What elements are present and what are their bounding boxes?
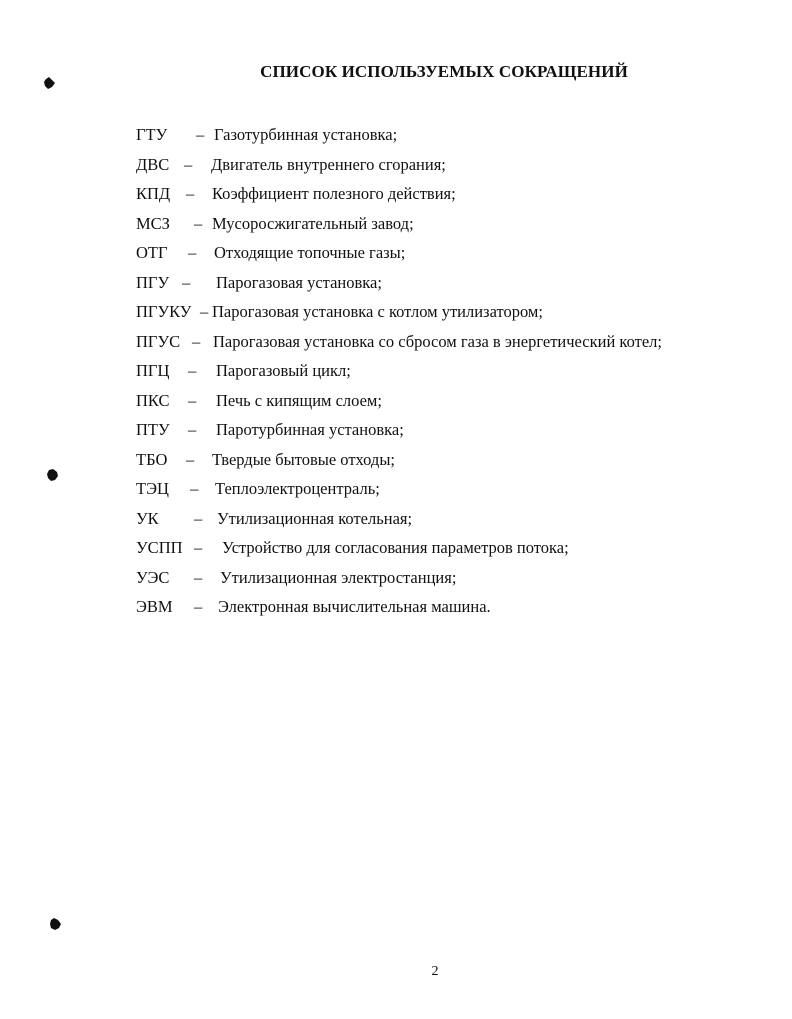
page-number: 2 (431, 964, 439, 979)
abbreviation-term: ДВС (136, 154, 170, 174)
abbreviation-dash: – (184, 154, 193, 174)
list-item (136, 120, 756, 150)
abbreviation-term: УСПП (136, 538, 183, 557)
abbreviation-definition: Парогазовая установка со сбросом газа в энергетический котел; (213, 331, 662, 351)
list-item (136, 209, 756, 239)
abbreviation-dash: – (194, 508, 203, 528)
abbreviation-definition: Двигатель внутреннего сгорания; (211, 154, 446, 174)
list-item (136, 356, 756, 386)
abbreviation-definition: Паротурбинная установка; (216, 420, 404, 439)
abbreviation-definition: Коэффициент полезного действия; (212, 184, 456, 203)
abbreviation-term: ПТУ (136, 420, 170, 439)
abbreviation-definition: Твердые бытовые отходы; (212, 449, 395, 469)
list-item (136, 445, 756, 475)
abbreviation-definition: Электронная вычислительная машина. (218, 597, 491, 616)
abbreviation-dash: – (200, 302, 209, 321)
abbreviation-term: ПГУ (136, 272, 170, 292)
abbreviation-definition: Парогазовая установка; (216, 272, 382, 292)
abbreviation-term: УЭС (136, 567, 170, 587)
abbreviation-term: ПГУКУ (136, 302, 192, 321)
abbreviation-dash: – (196, 125, 205, 144)
page-title: СПИСОК ИСПОЛЬЗУЕМЫХ СОКРАЩЕНИЙ (260, 62, 628, 81)
abbreviation-term: УК (136, 508, 159, 528)
abbreviation-dash: – (194, 567, 203, 587)
punch-hole-mark (47, 469, 58, 481)
abbreviation-dash: – (188, 243, 197, 262)
abbreviation-dash: – (188, 361, 197, 380)
abbreviation-term: МСЗ (136, 213, 170, 233)
abbreviation-definition: Теплоэлектроцентраль; (215, 479, 380, 498)
list-item (136, 238, 756, 268)
list-item (136, 415, 756, 445)
list-item (136, 150, 756, 180)
abbreviation-definition: Парогазовый цикл; (216, 361, 351, 380)
abbreviation-term: КПД (136, 184, 171, 203)
abbreviation-definition: Устройство для согласования параметров потока; (222, 538, 569, 557)
abbreviation-list (136, 120, 756, 622)
abbreviation-dash: – (194, 538, 203, 557)
list-item (136, 474, 756, 504)
punch-hole-mark (50, 918, 61, 930)
abbreviation-dash: – (194, 597, 203, 616)
list-item (136, 268, 756, 298)
abbreviation-dash: – (186, 184, 195, 203)
abbreviation-term: ТЭЦ (136, 479, 169, 498)
list-item (136, 533, 756, 563)
abbreviation-definition: Мусоросжигательный завод; (212, 213, 414, 233)
abbreviation-term: ПГЦ (136, 361, 170, 380)
abbreviation-definition: Парогазовая установка с котлом утилизатором; (212, 302, 543, 321)
abbreviation-dash: – (186, 449, 195, 469)
list-item (136, 563, 756, 593)
abbreviation-dash: – (188, 420, 197, 439)
abbreviation-dash: – (192, 331, 201, 351)
list-item (136, 179, 756, 209)
abbreviation-definition: Газотурбинная установка; (214, 125, 398, 144)
abbreviation-dash: – (190, 479, 199, 498)
abbreviation-term: ГТУ (136, 125, 168, 144)
abbreviation-definition: Утилизационная электростанция; (220, 567, 457, 587)
abbreviation-definition: Отходящие топочные газы; (214, 243, 406, 262)
abbreviation-definition: Утилизационная котельная; (217, 508, 413, 528)
abbreviation-term: ПКС (136, 390, 170, 410)
abbreviation-dash: – (188, 390, 197, 410)
abbreviation-term: ОТГ (136, 243, 168, 262)
abbreviation-term: ТБО (136, 449, 168, 469)
list-item (136, 592, 756, 622)
list-item (136, 386, 756, 416)
list-item (136, 297, 756, 327)
abbreviation-term: ЭВМ (136, 597, 173, 616)
list-item (136, 327, 756, 357)
list-item (136, 504, 756, 534)
abbreviation-dash: – (182, 272, 191, 292)
abbreviation-definition: Печь с кипящим слоем; (216, 390, 382, 410)
abbreviation-dash: – (194, 213, 203, 233)
abbreviation-term: ПГУС (136, 331, 181, 351)
